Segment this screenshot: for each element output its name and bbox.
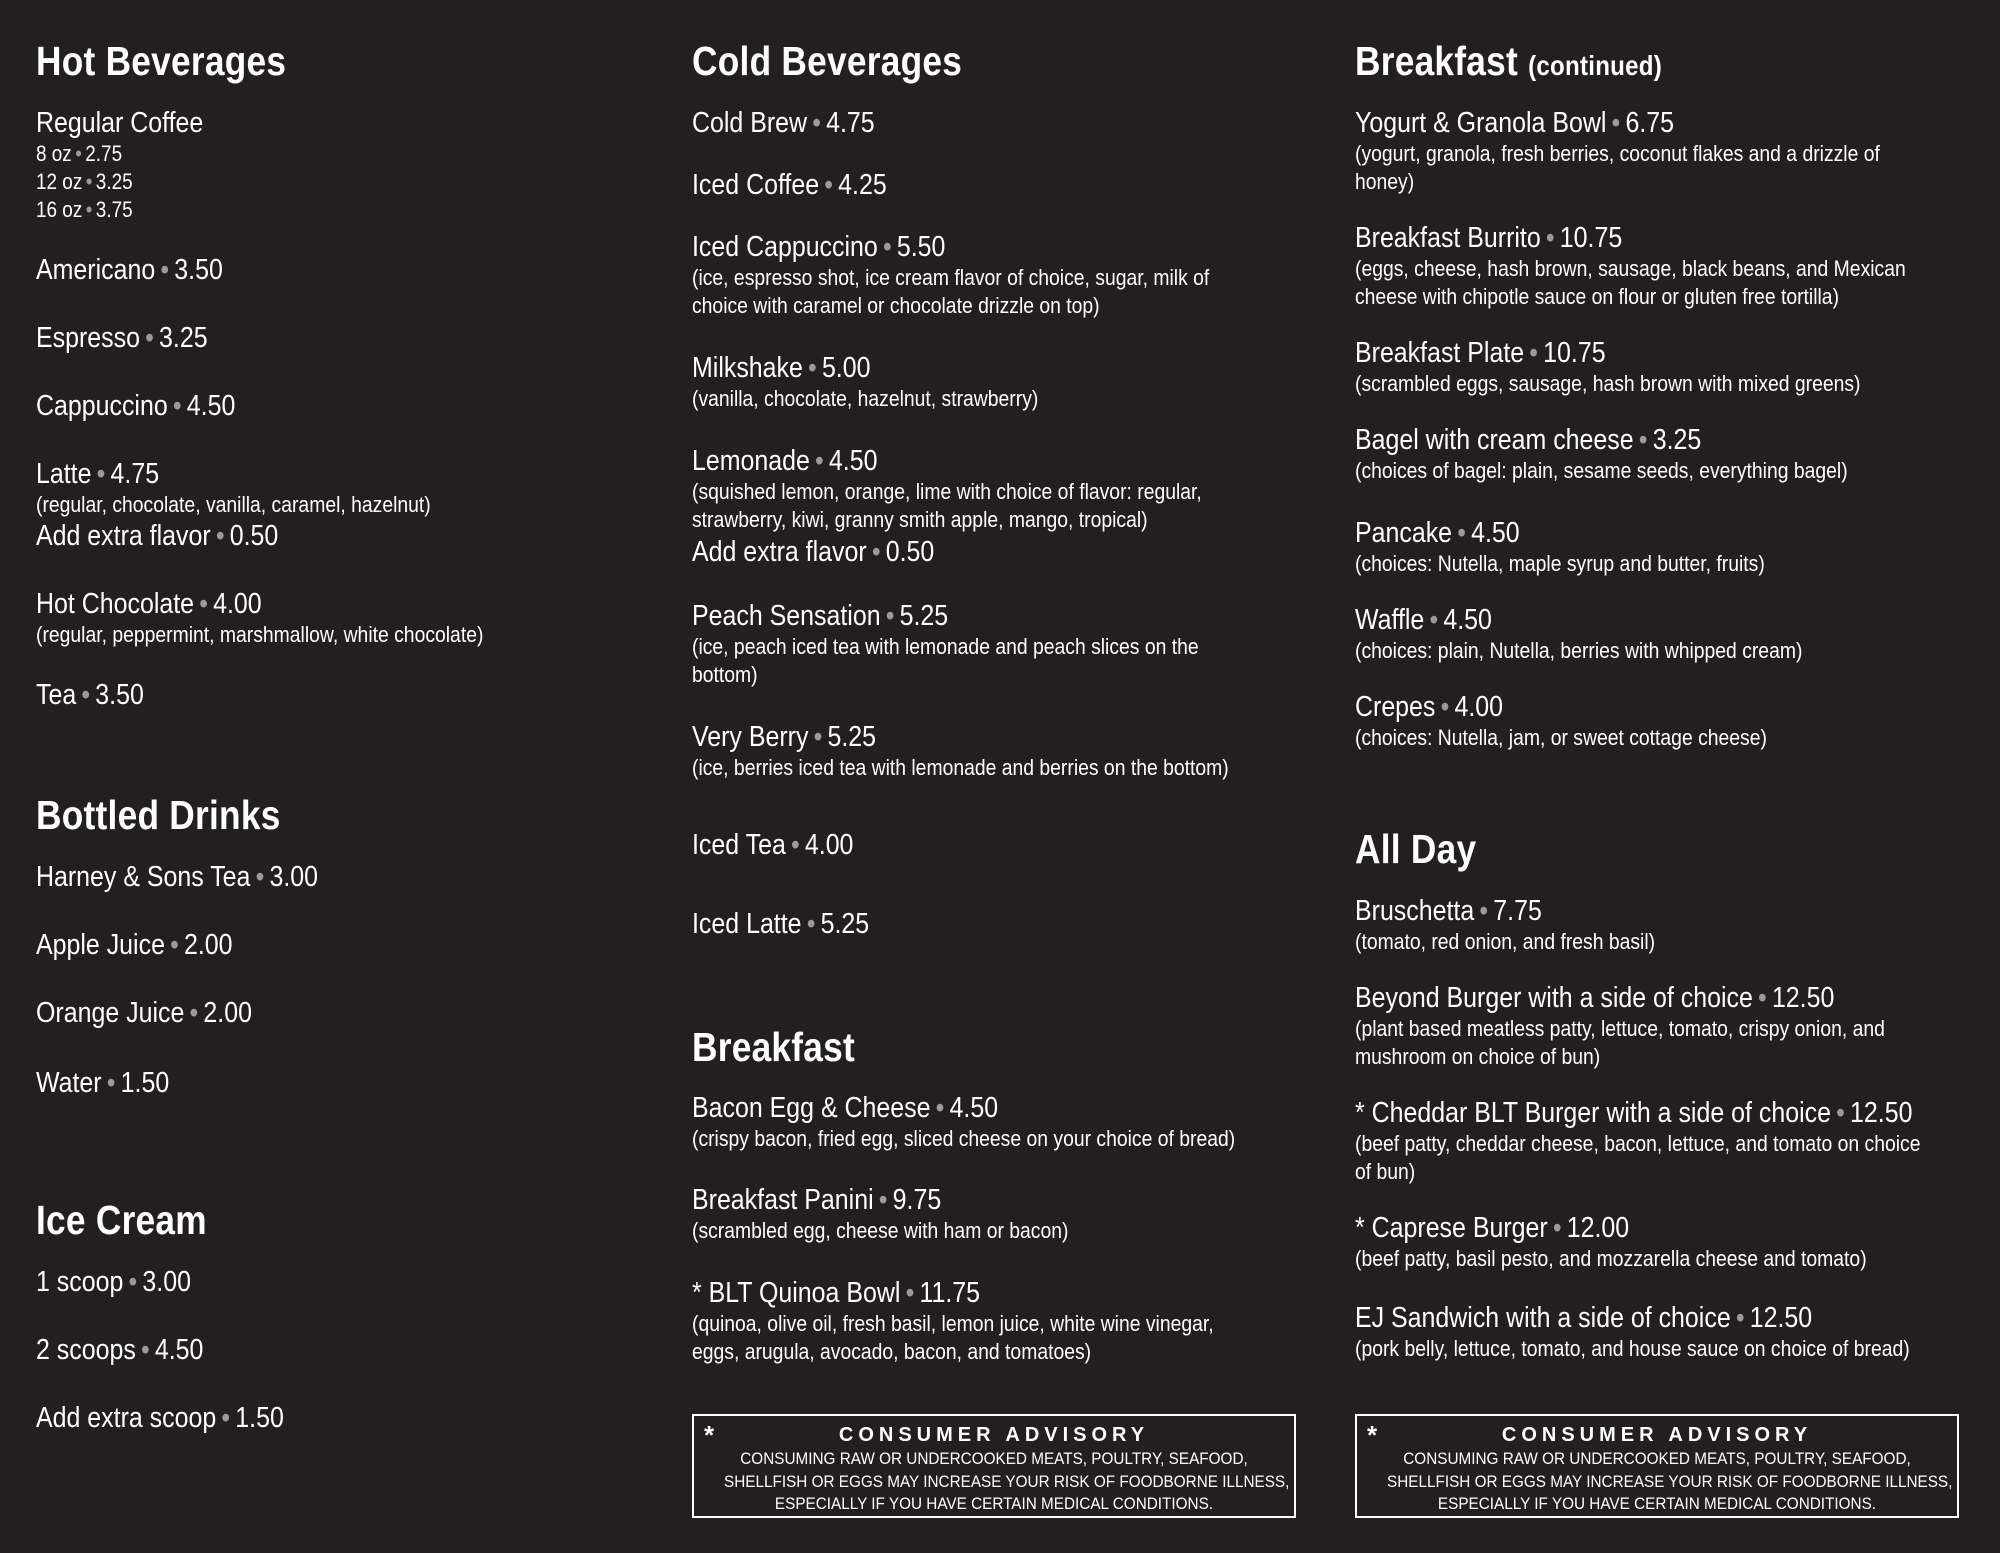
- item-name: Harney & Sons Tea: [36, 861, 251, 893]
- item-name: Add extra flavor: [692, 536, 867, 568]
- item-name: Regular Coffee: [36, 107, 204, 139]
- item-description: (regular, peppermint, marshmallow, white chocolate): [36, 622, 484, 647]
- item-name: Espresso: [36, 322, 140, 354]
- advisory-line: ESPECIALLY IF YOU HAVE CERTAIN MEDICAL CONDITIONS.: [1437, 1494, 1877, 1513]
- item-name: Iced Tea: [692, 829, 786, 861]
- coffee-size-8oz: [36, 140, 136, 168]
- breakfast-continued-section: [1355, 38, 1712, 85]
- menu-item-americano: [36, 253, 253, 287]
- item-description: (choices: Nutella, maple syrup and butter, fruits): [1355, 551, 1765, 576]
- menu-item-extra-scoop: [36, 1401, 324, 1435]
- item-description: (scrambled eggs, sausage, hash brown with mixed greens): [1355, 371, 1861, 396]
- item-description: honey): [1355, 169, 1415, 194]
- menu-item-regular-coffee: [36, 106, 231, 140]
- separator-dot: •: [1457, 517, 1466, 549]
- item-price: 1.50: [235, 1402, 284, 1434]
- size-label: 12 oz: [36, 169, 83, 194]
- item-name: Milkshake: [692, 352, 803, 384]
- item-price: 12.50: [1850, 1097, 1913, 1129]
- heading-text: Breakfast: [1355, 38, 1519, 84]
- separator-dot: •: [878, 1184, 888, 1216]
- separator-dot: •: [824, 169, 833, 201]
- menu-item-crepes: [1355, 690, 1834, 752]
- menu-item-peach-sensation: [692, 599, 1281, 689]
- separator-dot: •: [106, 1067, 116, 1099]
- item-name: Iced Coffee: [692, 169, 820, 201]
- separator-dot: •: [790, 829, 800, 861]
- separator-dot: •: [1429, 604, 1439, 636]
- item-name: EJ Sandwich with a side of choice: [1355, 1302, 1731, 1334]
- separator-dot: •: [140, 1334, 150, 1366]
- price: 2.75: [85, 141, 123, 166]
- menu-item-cheddar-blt-burger: [1355, 1096, 2000, 1186]
- separator-dot: •: [871, 536, 881, 568]
- item-price: 2.00: [203, 997, 252, 1029]
- item-price: 5.25: [827, 721, 877, 753]
- item-description: of bun): [1355, 1159, 1416, 1184]
- item-name: Bruschetta: [1355, 895, 1475, 927]
- price: 3.75: [95, 197, 133, 222]
- menu-item-2-scoops: [36, 1333, 231, 1367]
- menu-item-cold-brew: [692, 106, 904, 140]
- item-price: 4.00: [213, 588, 262, 620]
- separator-dot: •: [813, 721, 823, 753]
- menu-item-waffle: [1355, 603, 1875, 665]
- item-price: 3.25: [1652, 424, 1702, 456]
- menu-item-iced-latte: [692, 907, 898, 941]
- heading-subtitle: (continued): [1528, 50, 1663, 81]
- cold-beverages-section: [692, 38, 1006, 85]
- item-name: Bacon Egg & Cheese: [692, 1092, 931, 1124]
- menu-item-beyond-burger: [1355, 981, 1971, 1071]
- item-price: 5.25: [820, 908, 870, 940]
- menu-item-latte: [36, 457, 495, 519]
- coffee-size-16oz: [36, 196, 148, 224]
- item-description: choice with caramel or chocolate drizzle on top): [692, 293, 1100, 318]
- menu-item-lemonade: [692, 444, 1285, 534]
- item-name: Cold Brew: [692, 107, 808, 139]
- item-price: 12.50: [1771, 982, 1835, 1014]
- section-title-breakfast-continued: [1355, 38, 1662, 85]
- item-description: (yogurt, granola, fresh berries, coconut flakes and a drizzle of: [1355, 141, 1880, 166]
- item-description: (crispy bacon, fried egg, sliced cheese on your choice of bread): [692, 1126, 1236, 1151]
- coffee-size-12oz: [36, 168, 148, 196]
- section-title-bottled-drinks: Bottled Drinks: [36, 792, 281, 838]
- item-price: 4.00: [1454, 691, 1504, 723]
- menu-item-hot-chocolate: [36, 587, 556, 649]
- item-price: 7.75: [1493, 895, 1542, 927]
- breakfast-section: [692, 1024, 882, 1071]
- item-name: Breakfast Plate: [1355, 337, 1525, 369]
- section-title-hot-beverages: Hot Beverages: [36, 38, 287, 84]
- menu-item-breakfast-panini: [692, 1183, 1130, 1245]
- item-price: 4.50: [1471, 517, 1520, 549]
- menu-item-yogurt-granola: [1355, 106, 1965, 196]
- menu-item-harney-tea: [36, 860, 364, 894]
- item-name: 2 scoops: [36, 1334, 136, 1366]
- all-day-section: [1355, 826, 1496, 873]
- item-name: Breakfast Panini: [692, 1184, 874, 1216]
- item-name: Iced Latte: [692, 908, 802, 940]
- section-title-all-day: All Day: [1355, 826, 1477, 872]
- item-name: Hot Chocolate: [36, 588, 195, 620]
- item-price: 2.00: [184, 929, 233, 961]
- item-price: 10.75: [1543, 337, 1606, 369]
- price: 3.25: [95, 169, 133, 194]
- item-name: Waffle: [1355, 604, 1425, 636]
- separator-dot: •: [905, 1277, 915, 1309]
- separator-dot: •: [1735, 1302, 1745, 1334]
- separator-dot: •: [1479, 895, 1489, 927]
- section-title-ice-cream: Ice Cream: [36, 1197, 207, 1243]
- advisory-asterisk: *: [1367, 1420, 1378, 1450]
- separator-dot: •: [85, 197, 93, 222]
- item-name: Cappuccino: [36, 390, 168, 422]
- advisory-line: SHELLFISH OR EGGS MAY INCREASE YOUR RISK OF FOODBORNE ILLNESS,: [1387, 1471, 1953, 1491]
- item-price: 12.50: [1749, 1302, 1813, 1334]
- separator-dot: •: [189, 997, 199, 1029]
- separator-dot: •: [815, 445, 824, 477]
- item-price: 4.25: [838, 169, 887, 201]
- menu-item-cappuccino: [36, 389, 268, 423]
- menu-item-milkshake: [692, 351, 1095, 413]
- menu-item-orange-juice: [36, 996, 287, 1030]
- separator-dot: •: [1552, 1212, 1562, 1244]
- item-name: Orange Juice: [36, 997, 185, 1029]
- separator-dot: •: [221, 1402, 231, 1434]
- separator-dot: •: [81, 679, 91, 711]
- item-name: * Cheddar BLT Burger with a side of choice: [1355, 1097, 1831, 1129]
- menu-item-water: [36, 1066, 191, 1100]
- item-price: 12.00: [1566, 1212, 1630, 1244]
- item-price: 5.25: [899, 600, 949, 632]
- hot-beverages-section: [36, 38, 327, 85]
- advisory-line: CONSUMING RAW OR UNDERCOOKED MEATS, POULTRY, SEAFOOD,: [740, 1449, 1248, 1468]
- menu-item-bruschetta: [1355, 894, 1704, 956]
- item-description: (beef patty, cheddar cheese, bacon, lettuce, and tomato on choice: [1355, 1131, 1921, 1156]
- item-name: * Caprese Burger: [1355, 1212, 1548, 1244]
- menu-item-1-scoop: [36, 1265, 216, 1299]
- item-name: Very Berry: [692, 721, 809, 753]
- menu-item-apple-juice: [36, 928, 265, 962]
- separator-dot: •: [1611, 107, 1621, 139]
- item-name: Pancake: [1355, 517, 1453, 549]
- advisory-line: ESPECIALLY IF YOU HAVE CERTAIN MEDICAL CONDITIONS.: [774, 1494, 1214, 1513]
- separator-dot: •: [145, 322, 154, 354]
- item-price: 4.75: [110, 458, 160, 490]
- separator-dot: •: [812, 107, 821, 139]
- item-price: 3.25: [159, 322, 208, 354]
- separator-dot: •: [1758, 982, 1767, 1014]
- item-name: Beyond Burger with a side of choice: [1355, 982, 1753, 1014]
- menu-item-blt-quinoa-bowl: [692, 1276, 1299, 1366]
- item-description: (squished lemon, orange, lime with choice of flavor: regular,: [692, 479, 1202, 504]
- consumer-advisory-box: [692, 1414, 1296, 1518]
- item-price: 4.50: [186, 390, 236, 422]
- item-description: (plant based meatless patty, lettuce, tomato, crispy onion, and: [1355, 1016, 1885, 1041]
- item-description: cheese with chipotle sauce on flour or gluten free tortilla): [1355, 284, 1840, 309]
- separator-dot: •: [170, 929, 179, 961]
- item-description: bottom): [692, 662, 758, 687]
- item-name: Tea: [36, 679, 77, 711]
- item-name: Add extra scoop: [36, 1402, 217, 1434]
- item-price: 5.50: [896, 231, 946, 263]
- item-name: 1 scoop: [36, 1266, 124, 1298]
- separator-dot: •: [128, 1266, 138, 1298]
- item-name: Apple Juice: [36, 929, 165, 961]
- item-name: Latte: [36, 458, 92, 490]
- separator-dot: •: [882, 231, 892, 263]
- item-name: Americano: [36, 254, 156, 286]
- menu-item-very-berry: [692, 720, 1316, 782]
- section-title-breakfast: Breakfast: [692, 1024, 856, 1070]
- menu-item-iced-tea: [692, 828, 880, 862]
- item-description: (ice, berries iced tea with lemonade and berries on the bottom): [692, 755, 1229, 780]
- menu-item-breakfast-plate: [1355, 336, 1943, 398]
- menu-item-tea: [36, 678, 161, 712]
- advisory-title: CONSUMER ADVISORY: [1501, 1424, 1813, 1446]
- advisory-line: SHELLFISH OR EGGS MAY INCREASE YOUR RISK OF FOODBORNE ILLNESS,: [724, 1471, 1290, 1491]
- menu-item-iced-coffee: [692, 168, 918, 202]
- item-description: (choices: plain, Nutella, berries with whipped cream): [1355, 638, 1803, 663]
- size-label: 16 oz: [36, 197, 83, 222]
- menu-item-latte-extra-flavor: [36, 519, 318, 553]
- menu-item-ej-sandwich: [1355, 1301, 2000, 1363]
- menu-item-iced-cappuccino: [692, 230, 1294, 320]
- separator-dot: •: [1440, 691, 1450, 723]
- item-name: Add extra flavor: [36, 520, 211, 552]
- item-price: 4.75: [826, 107, 875, 139]
- item-name: Bagel with cream cheese: [1355, 424, 1634, 456]
- item-name: Iced Cappuccino: [692, 231, 878, 263]
- section-title-cold-beverages: Cold Beverages: [692, 38, 963, 84]
- item-description: strawberry, kiwi, granny smith apple, mango, tropical): [692, 507, 1148, 532]
- separator-dot: •: [255, 861, 265, 893]
- bottled-drinks-section: [36, 792, 320, 839]
- menu-item-bacon-egg-cheese: [692, 1091, 1324, 1153]
- advisory-title: CONSUMER ADVISORY: [838, 1424, 1150, 1446]
- advisory-line: CONSUMING RAW OR UNDERCOOKED MEATS, POULTRY, SEAFOOD,: [1403, 1449, 1911, 1468]
- consumer-advisory-box: [1355, 1414, 1959, 1518]
- separator-dot: •: [85, 169, 93, 194]
- menu-item-bagel: [1355, 423, 1928, 485]
- separator-dot: •: [808, 352, 817, 384]
- item-description: (choices of bagel: plain, sesame seeds, everything bagel): [1355, 458, 1848, 483]
- item-description: (pork belly, lettuce, tomato, and house sauce on choice of bread): [1355, 1336, 1910, 1361]
- menu-item-pancake: [1355, 516, 1831, 578]
- separator-dot: •: [215, 520, 225, 552]
- item-description: mushroom on choice of bun): [1355, 1044, 1601, 1069]
- separator-dot: •: [1836, 1097, 1845, 1129]
- item-price: 4.50: [1443, 604, 1492, 636]
- item-price: 4.50: [154, 1334, 204, 1366]
- separator-dot: •: [96, 458, 106, 490]
- item-name: Water: [36, 1067, 102, 1099]
- separator-dot: •: [1545, 222, 1555, 254]
- separator-dot: •: [75, 141, 82, 166]
- separator-dot: •: [1529, 337, 1539, 369]
- item-description: (scrambled egg, cheese with ham or bacon): [692, 1218, 1069, 1243]
- item-price: 9.75: [892, 1184, 942, 1216]
- size-label: 8 oz: [36, 141, 72, 166]
- item-name: Lemonade: [692, 445, 810, 477]
- separator-dot: •: [806, 908, 816, 940]
- item-price: 4.50: [828, 445, 878, 477]
- item-price: 4.50: [949, 1092, 999, 1124]
- item-description: (choices: Nutella, jam, or sweet cottage cheese): [1355, 725, 1767, 750]
- item-price: 3.50: [174, 254, 223, 286]
- item-description: (vanilla, chocolate, hazelnut, strawberry): [692, 386, 1039, 411]
- separator-dot: •: [160, 254, 170, 286]
- menu-item-breakfast-burrito: [1355, 221, 1995, 311]
- item-description: (regular, chocolate, vanilla, caramel, hazelnut): [36, 492, 431, 517]
- ice-cream-section: [36, 1197, 235, 1244]
- item-price: 4.00: [804, 829, 854, 861]
- separator-dot: •: [172, 390, 182, 422]
- item-description: eggs, arugula, avocado, bacon, and tomatoes): [692, 1339, 1092, 1364]
- item-description: (tomato, red onion, and fresh basil): [1355, 929, 1656, 954]
- item-description: (eggs, cheese, hash brown, sausage, black beans, and Mexican: [1355, 256, 1906, 281]
- item-description: (ice, peach iced tea with lemonade and peach slices on the: [692, 634, 1199, 659]
- item-name: * BLT Quinoa Bowl: [692, 1277, 901, 1309]
- item-price: 5.00: [821, 352, 871, 384]
- item-name: Yogurt & Granola Bowl: [1355, 107, 1607, 139]
- item-name: Peach Sensation: [692, 600, 881, 632]
- item-name: Breakfast Burrito: [1355, 222, 1541, 254]
- item-name: Crepes: [1355, 691, 1436, 723]
- separator-dot: •: [199, 588, 208, 620]
- item-price: 6.75: [1625, 107, 1675, 139]
- item-description: (beef patty, basil pesto, and mozzarella cheese and tomato): [1355, 1246, 1867, 1271]
- item-price: 3.00: [142, 1266, 191, 1298]
- menu-item-espresso: [36, 321, 236, 355]
- menu-item-caprese-burger: [1355, 1211, 1950, 1273]
- menu-item-lemonade-extra-flavor: [692, 535, 974, 569]
- item-price: 0.50: [885, 536, 935, 568]
- separator-dot: •: [885, 600, 895, 632]
- item-price: 11.75: [919, 1277, 981, 1309]
- item-price: 3.00: [269, 861, 319, 893]
- item-price: 1.50: [120, 1067, 170, 1099]
- separator-dot: •: [1638, 424, 1648, 456]
- item-price: 3.50: [95, 679, 144, 711]
- item-price: 10.75: [1559, 222, 1623, 254]
- item-price: 0.50: [229, 520, 279, 552]
- item-description: (quinoa, olive oil, fresh basil, lemon juice, white wine vinegar,: [692, 1311, 1214, 1336]
- advisory-asterisk: *: [704, 1420, 715, 1450]
- separator-dot: •: [935, 1092, 945, 1124]
- item-description: (ice, espresso shot, ice cream flavor of choice, sugar, milk of: [692, 265, 1210, 290]
